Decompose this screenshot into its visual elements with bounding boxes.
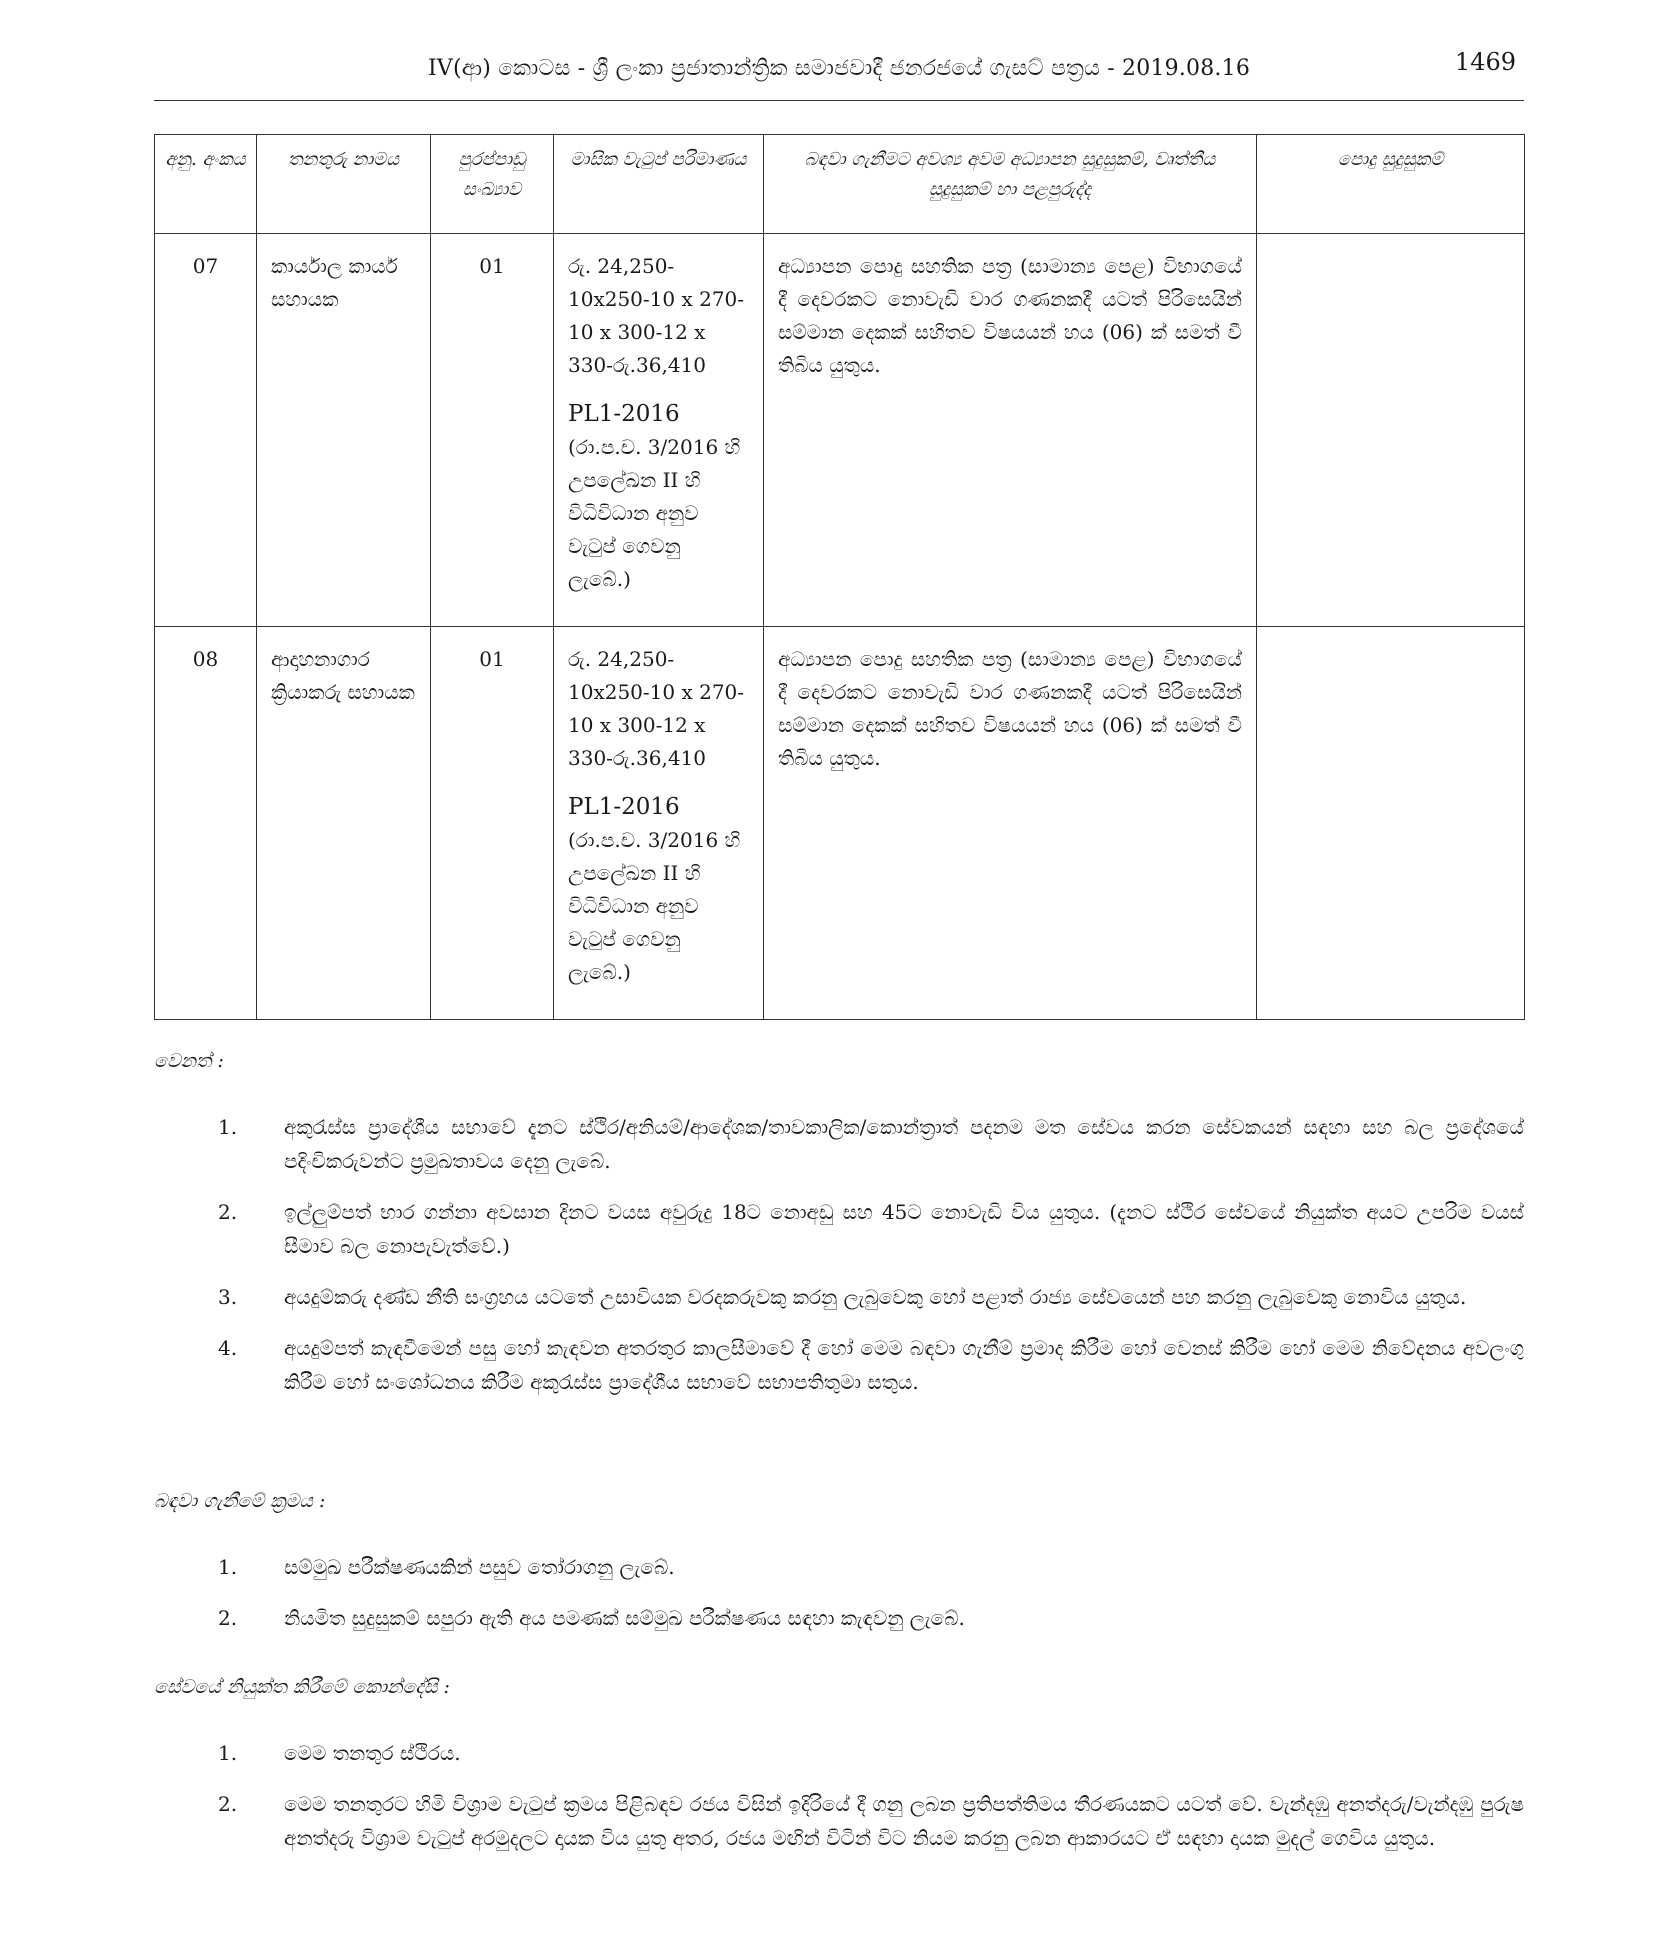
item-number: 3.: [218, 1285, 238, 1309]
vacancies-cell: 01: [431, 627, 554, 1020]
list-item: [218, 1550, 1524, 1584]
header-salary-scale: මාසික වැටුප් පරිමාණය: [554, 135, 764, 234]
item-number: 1.: [218, 1555, 238, 1579]
pl-note: (රා.ප.ච. 3/2016 හි උපලේඛන II හි විධිවිධාන අනුව වැටුප් ගෙවනු ලැබේ.): [568, 435, 741, 591]
qualifications-cell: අධ්‍යාපන පොදු සහතික පත්‍ර (සාමාන්‍ය පෙළ) විභාගයේ දී දෙවරකට නොවැඩි වාර ගණනකදී යටත් පිරිසෙයින් සම්මාන දෙකක් සහිතව විෂයයන් හය (06) ක් සමත් වී තිබිය යුතුය.: [764, 627, 1257, 1020]
table-row: [155, 627, 1525, 1020]
item-number: 2.: [218, 1606, 238, 1630]
list-item: [218, 1331, 1524, 1399]
item-text: මෙම තනතුරට හිමි විශ්‍රාම වැටුප් ක්‍රමය පිළිබඳව රජය විසින් ඉදිරියේ දී ගනු ලබන ප්‍රතිපත්තිමය තීරණයකට යටත් වේ. වැන්දඹු අනත්දරු/වැන්දඹු පුරුෂ අනත්දරු විශ්‍රාම වැටුප් අරමුදලට දායක විය යුතු අතර, රජය මඟින් විටින් විට නියම කරනු ලබන ආකාරයට ඒ සඳහා දායක මුදල් ගෙවිය යුතුය.: [284, 1792, 1524, 1850]
serial-no-cell: 07: [155, 234, 257, 627]
item-text: අයදුම්කරු දණ්ඩ නීති සංග්‍රහය යටතේ උසාවියක වරදකරුවකු කරනු ලැබුවෙකු හෝ පළාත් රාජ්‍ය සේවයෙන් පහ කරනු ලැබුවෙකු නොවිය යුතුය.: [284, 1285, 1467, 1309]
salary-cell: [554, 627, 764, 1020]
general-qualifications-cell: [1257, 627, 1525, 1020]
header-general-qualifications: පොදු සුදුසුකම්: [1257, 135, 1525, 234]
gazette-header: [154, 48, 1524, 101]
item-number: 4.: [218, 1336, 238, 1360]
item-number: 1.: [218, 1741, 238, 1765]
item-text: ඉල්ලුම්පත් භාර ගන්නා අවසාන දිනට වයස අවුරුදු 18ට නොඅඩු සහ 45ට නොවැඩි විය යුතුය. (දැනට ස්ථිර සේවයේ නියුක්ත අයට උපරිම වයස් සීමාව බල නොපැවැත්වේ.): [284, 1200, 1524, 1258]
vacancies-cell: 01: [431, 234, 554, 627]
salary-scale: රු. 24,250-10x250-10 x 270-10 x 300-12 x 330-රු.36,410: [568, 254, 745, 377]
salary-cell: [554, 234, 764, 627]
list-item: [218, 1195, 1524, 1263]
item-text: නියමිත සුදුසුකම් සපුරා ඇති අය පමණක් සම්මුඛ පරීක්ෂණය සඳහා කැඳවනු ලැබේ.: [284, 1606, 965, 1630]
item-text: අකුරැස්ස ප්‍රාදේශීය සභාවේ දැනට ස්ථිර/අනියම්/ආදේශක/තාවකාලික/කොන්ත්‍රාත් පදනම මත සේවය කරන සේවකයන් සඳහා සහ බල ප්‍රදේශයේ පදිංචිකරුවන්ට ප්‍රමුඛතාවය දෙනු ලැබේ.: [284, 1115, 1524, 1173]
vacancy-table: [154, 134, 1525, 1020]
salary-scale: රු. 24,250-10x250-10 x 270-10 x 300-12 x 330-රු.36,410: [568, 647, 745, 770]
pl-code: PL1-2016: [568, 794, 680, 820]
item-number: 1.: [218, 1115, 238, 1139]
table-header-row: [155, 135, 1525, 234]
salary-note: [568, 791, 749, 989]
list-item: [218, 1601, 1524, 1635]
post-name-cell: කාර්යාල කාර්ය සහායක: [257, 234, 431, 627]
item-number: 2.: [218, 1792, 238, 1816]
header-qualifications: බඳවා ගැනීමට අවශ්‍ය අවම අධ්‍යාපන සුදුසුකම්, වෘත්තීය සුදුසුකම් හා පළපුරුද්ද: [764, 135, 1257, 234]
pl-note: (රා.ප.ච. 3/2016 හි උපලේඛන II හි විධිවිධාන අනුව වැටුප් ගෙවනු ලැබේ.): [568, 828, 741, 984]
salary-note: [568, 398, 749, 596]
list-item: [218, 1736, 1524, 1770]
list-item: [218, 1110, 1524, 1178]
qualifications-cell: අධ්‍යාපන පොදු සහතික පත්‍ර (සාමාන්‍ය පෙළ) විභාගයේ දී දෙවරකට නොවැඩි වාර ගණනකදී යටත් පිරිසෙයින් සම්මාන දෙකක් සහිතව විෂයයන් හය (06) ක් සමත් වී තිබිය යුතුය.: [764, 234, 1257, 627]
item-text: මෙම තනතුර ස්ථිරය.: [284, 1741, 461, 1765]
page-number: 1469: [1454, 48, 1516, 76]
list-item: [218, 1280, 1524, 1314]
conditions-list: [218, 1736, 1524, 1872]
item-text: අයදුම්පත් කැඳවීමෙන් පසු හෝ කැඳවන අතරතුර කාලසීමාවේ දී හෝ මෙම බඳවා ගැනීම් ප්‍රමාද කිරීම හෝ වෙනස් කිරීම හෝ මෙම නිවේදනය අවලංගු කිරීම හෝ සංශෝධනය කිරීම අකුරැස්ස ප්‍රාදේශීය සභාවේ සභාපතිතුමා සතුය.: [284, 1336, 1524, 1394]
other-list: [218, 1110, 1524, 1416]
recruitment-heading: බඳවා ගැනීමේ ක්‍රමය :: [154, 1490, 326, 1512]
other-heading: වෙනත් :: [154, 1050, 224, 1072]
post-name-cell: ආදාහනාගාර ක්‍රියාකරු සහායක: [257, 627, 431, 1020]
header-post-name: තනතුරු නාමය: [257, 135, 431, 234]
header-serial-no: අනු. අංකය: [155, 135, 257, 234]
conditions-heading: සේවයේ නියුක්ත කිරීමේ කොන්දේසි :: [154, 1676, 450, 1698]
general-qualifications-cell: [1257, 234, 1525, 627]
table-row: [155, 234, 1525, 627]
pl-code: PL1-2016: [568, 401, 680, 427]
list-item: [218, 1787, 1524, 1855]
serial-no-cell: 08: [155, 627, 257, 1020]
header-vacancies: පුරප්පාඩු සංඛ්‍යාව: [431, 135, 554, 234]
recruitment-list: [218, 1550, 1524, 1652]
gazette-title: IV(ආ) කොටස - ශ්‍රී ලංකා ප්‍රජාතාන්ත්‍රික සමාජවාදී ජනරජයේ ගැසට් පත්‍රය - 2019.08.16: [427, 56, 1251, 81]
item-number: 2.: [218, 1200, 238, 1224]
item-text: සම්මුඛ පරීක්ෂණයකින් පසුව තෝරාගනු ලැබේ.: [284, 1555, 675, 1579]
